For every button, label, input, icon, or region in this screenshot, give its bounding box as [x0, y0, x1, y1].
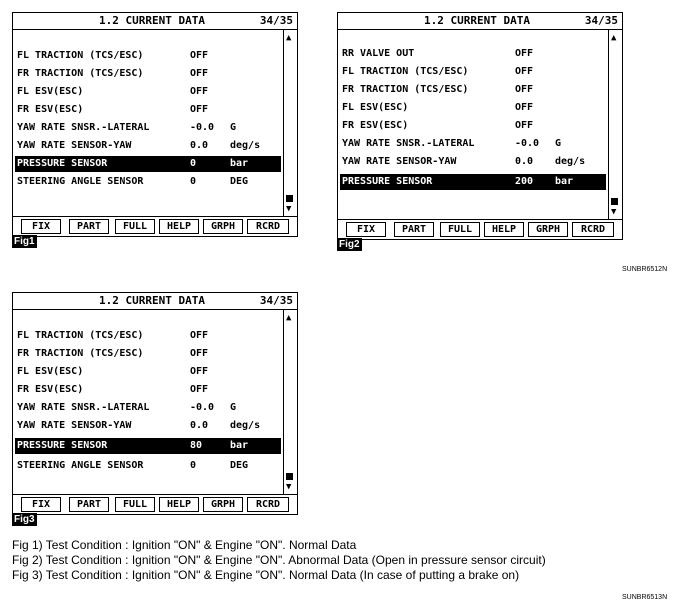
- list-item[interactable]: RR VALVE OUT OFF: [342, 48, 534, 59]
- help-button[interactable]: HELP: [159, 219, 199, 234]
- page-indicator: 34/35: [584, 14, 618, 27]
- scroll-thumb[interactable]: [286, 195, 293, 202]
- data-list: [13, 30, 283, 216]
- screen-frame: [12, 12, 298, 237]
- image-code: SUNBR6512N: [622, 266, 668, 273]
- list-item[interactable]: YAW RATE SNSR.-LATERAL -0.0 G: [342, 138, 562, 149]
- screen-frame: [337, 12, 623, 240]
- figure-label: Fig2: [339, 239, 360, 250]
- record-button[interactable]: RCRD: [572, 222, 614, 237]
- list-item[interactable]: FL TRACTION (TCS/ESC) OFF: [17, 50, 209, 61]
- record-button[interactable]: RCRD: [247, 219, 289, 234]
- figure-label: Fig1: [14, 236, 35, 247]
- full-button[interactable]: FULL: [115, 219, 155, 234]
- full-button[interactable]: FULL: [115, 497, 155, 512]
- record-button[interactable]: RCRD: [247, 497, 289, 512]
- screen-title: 1.2 CURRENT DATA: [99, 294, 205, 307]
- page-indicator: 34/35: [259, 14, 293, 27]
- scan-screen-fig1: [12, 12, 298, 245]
- up-arrow-icon[interactable]: ▲: [286, 33, 292, 43]
- list-item[interactable]: FR TRACTION (TCS/ESC) OFF: [17, 348, 209, 359]
- up-arrow-icon[interactable]: ▲: [286, 313, 292, 323]
- help-button[interactable]: HELP: [484, 222, 524, 237]
- full-button[interactable]: FULL: [440, 222, 480, 237]
- list-item[interactable]: STEERING ANGLE SENSOR 0 DEG: [17, 176, 249, 187]
- fix-button[interactable]: FIX: [346, 222, 386, 237]
- title-bar: [13, 293, 297, 310]
- list-item[interactable]: YAW RATE SNSR.-LATERAL -0.0 G: [17, 402, 237, 413]
- list-item-selected[interactable]: PRESSURE SENSOR 200 bar: [340, 174, 606, 190]
- data-list: [13, 310, 283, 494]
- list-item[interactable]: FR TRACTION (TCS/ESC) OFF: [342, 84, 534, 95]
- screen-title: 1.2 CURRENT DATA: [99, 14, 205, 27]
- list-item-selected[interactable]: PRESSURE SENSOR 0 bar: [15, 156, 281, 172]
- data-list: [338, 30, 608, 219]
- scrollbar[interactable]: [283, 30, 297, 216]
- list-item[interactable]: FL ESV(ESC) OFF: [17, 86, 209, 97]
- down-arrow-icon[interactable]: ▼: [286, 204, 292, 214]
- function-button-bar: [13, 494, 297, 514]
- function-button-bar: [338, 219, 622, 239]
- list-item[interactable]: FL ESV(ESC) OFF: [17, 366, 209, 377]
- list-item[interactable]: YAW RATE SENSOR-YAW 0.0 deg/s: [342, 156, 586, 167]
- down-arrow-icon[interactable]: ▼: [611, 207, 617, 217]
- fix-button[interactable]: FIX: [21, 497, 61, 512]
- part-button[interactable]: PART: [69, 219, 109, 234]
- screen-frame: [12, 292, 298, 515]
- scrollbar[interactable]: [608, 30, 622, 219]
- down-arrow-icon[interactable]: ▼: [286, 482, 292, 492]
- list-item[interactable]: FL ESV(ESC) OFF: [342, 102, 534, 113]
- help-button[interactable]: HELP: [159, 497, 199, 512]
- page-indicator: 34/35: [259, 294, 293, 307]
- caption-fig2: Fig 2) Test Condition : Ignition "ON" & Engine "ON". Abnormal Data (Open in pressure sensor circuit): [12, 553, 546, 567]
- list-item[interactable]: FR TRACTION (TCS/ESC) OFF: [17, 68, 209, 79]
- function-button-bar: [13, 216, 297, 236]
- scan-screen-fig2: [337, 12, 623, 255]
- list-item-selected[interactable]: PRESSURE SENSOR 80 bar: [15, 438, 281, 454]
- list-item[interactable]: FL TRACTION (TCS/ESC) OFF: [342, 66, 534, 77]
- list-item[interactable]: YAW RATE SENSOR-YAW 0.0 deg/s: [17, 140, 261, 151]
- caption-fig3: Fig 3) Test Condition : Ignition "ON" & Engine "ON". Normal Data (In case of putting a brake on): [12, 568, 520, 582]
- fix-button[interactable]: FIX: [21, 219, 61, 234]
- scroll-thumb[interactable]: [611, 198, 618, 205]
- caption-fig1: Fig 1) Test Condition : Ignition "ON" & Engine "ON". Normal Data: [12, 538, 357, 552]
- part-button[interactable]: PART: [69, 497, 109, 512]
- up-arrow-icon[interactable]: ▲: [611, 33, 617, 43]
- image-code: SUNBR6513N: [622, 594, 668, 601]
- list-item[interactable]: FR ESV(ESC) OFF: [342, 120, 534, 131]
- list-item[interactable]: YAW RATE SENSOR-YAW 0.0 deg/s: [17, 420, 261, 431]
- list-item[interactable]: YAW RATE SNSR.-LATERAL -0.0 G: [17, 122, 237, 133]
- screen-title: 1.2 CURRENT DATA: [424, 14, 530, 27]
- list-item[interactable]: FR ESV(ESC) OFF: [17, 104, 209, 115]
- graph-button[interactable]: GRPH: [528, 222, 568, 237]
- part-button[interactable]: PART: [394, 222, 434, 237]
- scrollbar[interactable]: [283, 310, 297, 494]
- title-bar: [338, 13, 622, 30]
- list-item[interactable]: FR ESV(ESC) OFF: [17, 384, 209, 395]
- graph-button[interactable]: GRPH: [203, 497, 243, 512]
- figure-label: Fig3: [14, 514, 35, 525]
- graph-button[interactable]: GRPH: [203, 219, 243, 234]
- title-bar: [13, 13, 297, 30]
- scan-screen-fig3: [12, 292, 298, 528]
- list-item[interactable]: STEERING ANGLE SENSOR 0 DEG: [17, 460, 249, 471]
- scroll-thumb[interactable]: [286, 473, 293, 480]
- list-item[interactable]: FL TRACTION (TCS/ESC) OFF: [17, 330, 209, 341]
